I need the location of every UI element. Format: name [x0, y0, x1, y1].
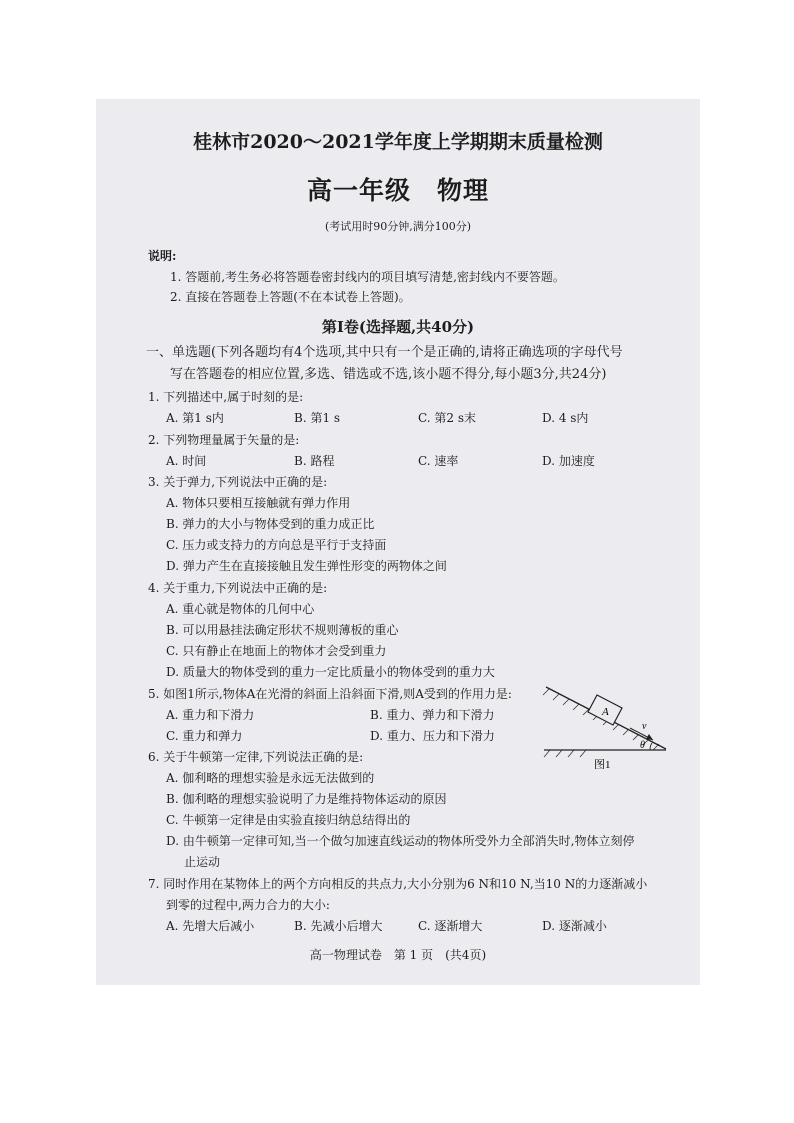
incline-figure [542, 677, 668, 769]
part-heading-cont: 写在答题卷的相应位置,多选、错选或不选,该小题不得分,每小题3分,共24分) [170, 367, 607, 382]
question-6-stem: 6. 关于牛顿第一定律,下列说法正确的是: [148, 750, 364, 764]
block-label: A [602, 706, 609, 718]
question-6-option-a: A. 伽利略的理想实验是永远无法做到的 [166, 771, 375, 785]
question-7-stem: 7. 同时作用在某物体上的两个方向相反的共点力,大小分别为6 N和10 N,当10 N的力逐渐减小 [148, 877, 648, 891]
question-6-option-c: C. 牛顿第一定律是由实验直接归纳总结得出的 [166, 813, 411, 827]
question-1-option-d: D. 4 s内 [542, 411, 589, 425]
question-4-option-d: D. 质量大的物体受到的重力一定比质量小的物体受到的重力大 [166, 665, 495, 679]
question-7-option-b: B. 先减小后增大 [294, 919, 383, 933]
question-3-option-d: D. 弹力产生在直接接触且发生弹性形变的两物体之间 [166, 559, 447, 573]
question-6-option-b: B. 伽利略的理想实验说明了力是维持物体运动的原因 [166, 792, 447, 806]
question-3-option-b: B. 弹力的大小与物体受到的重力成正比 [166, 517, 375, 531]
question-1-option-a: A. 第1 s内 [166, 411, 224, 425]
question-7-option-c: C. 逐渐增大 [418, 919, 483, 933]
instructions-heading: 说明: [148, 249, 177, 263]
part-heading: 一、单选题(下列各题均有4个选项,其中只有一个是正确的,请将正确选项的字母代号 [146, 345, 623, 360]
question-6-option-d: D. 由牛顿第一定律可知,当一个做匀加速直线运动的物体所受外力全部消失时,物体立刻停 [166, 834, 635, 848]
angle-label: θ [640, 740, 645, 751]
section-title: 第Ⅰ卷(选择题,共40分) [321, 318, 475, 336]
angle-arc [650, 743, 652, 750]
question-1-option-c: C. 第2 s末 [418, 411, 476, 425]
exam-paper [96, 99, 700, 985]
question-6-option-d-cont: 止运动 [184, 855, 221, 869]
exam-note: (考试用时90分钟,满分100分) [324, 220, 472, 233]
question-2-stem: 2. 下列物理量属于矢量的是: [148, 433, 300, 447]
exam-title: 桂林市2020～2021学年度上学期期末质量检测 [193, 131, 603, 153]
question-4-option-c: C. 只有静止在地面上的物体才会受到重力 [166, 644, 387, 658]
question-2-option-b: B. 路程 [294, 454, 335, 468]
question-4-stem: 4. 关于重力,下列说法中正确的是: [148, 581, 328, 595]
exam-subtitle: 高一年级 物理 [306, 176, 489, 205]
question-5-option-a: A. 重力和下滑力 [166, 708, 255, 722]
question-4-option-b: B. 可以用悬挂法确定形状不规则薄板的重心 [166, 623, 399, 637]
question-5-option-b: B. 重力、弹力和下滑力 [370, 708, 495, 722]
figure-caption: 图1 [594, 759, 611, 769]
question-5-stem: 5. 如图1所示,物体A在光滑的斜面上沿斜面下滑,则A受到的作用力是: [148, 687, 512, 701]
question-7-stem-cont: 到零的过程中,两力合力的大小: [166, 898, 330, 912]
question-5-option-c: C. 重力和弹力 [166, 729, 243, 743]
question-3-option-a: A. 物体只要相互接触就有弹力作用 [166, 496, 351, 510]
question-3-option-c: C. 压力或支持力的方向总是平行于支持面 [166, 538, 387, 552]
question-2-option-c: C. 速率 [418, 454, 459, 468]
question-2-option-d: D. 加速度 [542, 454, 595, 468]
instruction-item: 1. 答题前,考生务必将答题卷密封线内的项目填写清楚,密封线内不要答题。 [170, 270, 565, 284]
instruction-item: 2. 直接在答题卷上答题(不在本试卷上答题)。 [170, 290, 411, 304]
question-1-option-b: B. 第1 s [294, 411, 341, 425]
question-5-option-d: D. 重力、压力和下滑力 [370, 729, 495, 743]
question-4-option-a: A. 重心就是物体的几何中心 [166, 602, 315, 616]
velocity-label: v [642, 721, 647, 732]
question-2-option-a: A. 时间 [166, 454, 207, 468]
question-7-option-d: D. 逐渐减小 [542, 919, 607, 933]
question-1-stem: 1. 下列描述中,属于时刻的是: [148, 390, 304, 404]
question-3-stem: 3. 关于弹力,下列说法中正确的是: [148, 475, 328, 489]
page-footer: 高一物理试卷 第 1 页 (共4页) [309, 948, 487, 962]
question-7-option-a: A. 先增大后减小 [166, 919, 255, 933]
